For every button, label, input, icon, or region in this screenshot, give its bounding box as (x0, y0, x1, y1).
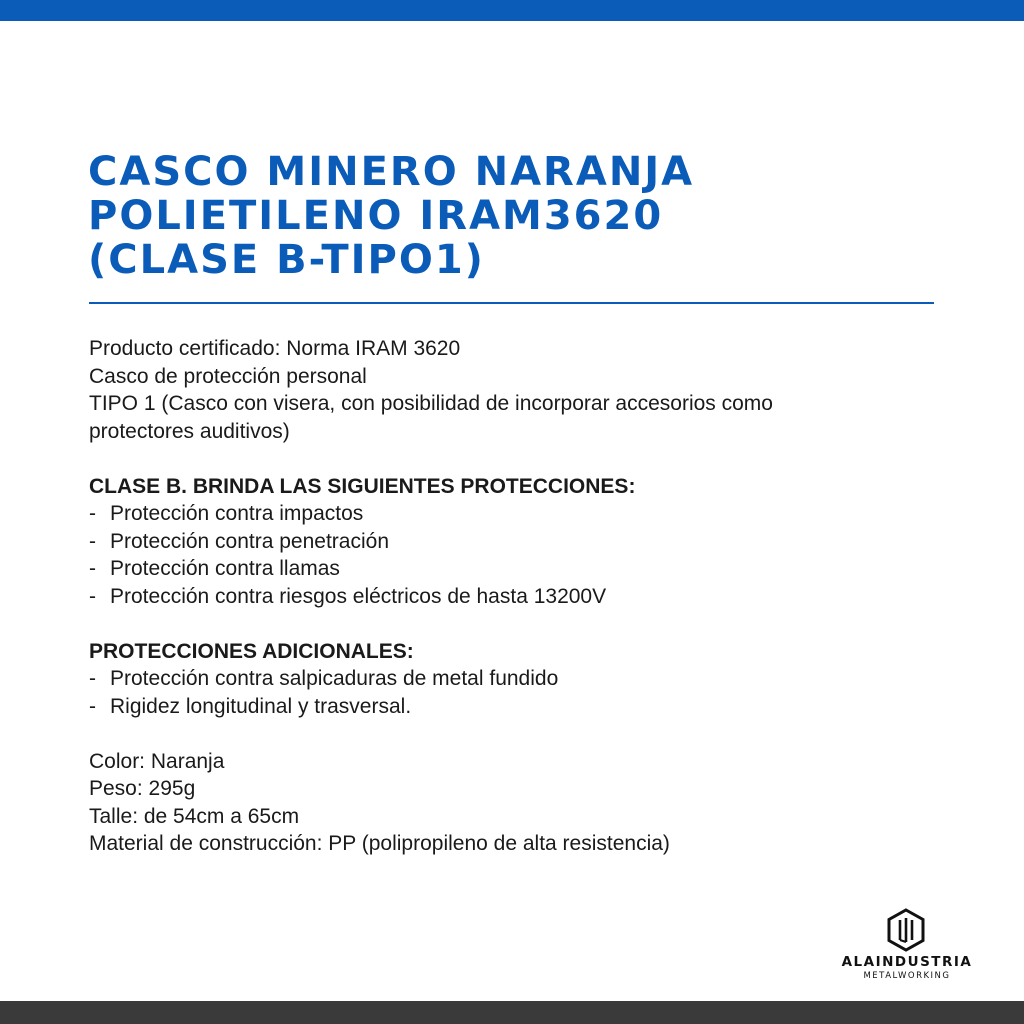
list-item (89, 693, 969, 721)
product-title-line: (CLASE B-TIPO1) (88, 237, 485, 283)
bullet-dash: - (89, 502, 96, 525)
intro-line: TIPO 1 (Casco con visera, con posibilidad de incorporar accesorios como (89, 392, 773, 415)
product-title-line: CASCO MINERO NARANJA (88, 149, 695, 195)
list-item-text: Protección contra riesgos eléctricos de hasta 13200V (110, 584, 607, 608)
list-item-text: Protección contra salpicaduras de metal fundido (110, 667, 559, 690)
bullet-dash: - (89, 667, 96, 690)
spec-line: Peso: 295g (89, 777, 196, 800)
list-item-text: Protección contra penetración (110, 529, 389, 553)
list-item-text: Protección contra impactos (110, 502, 364, 525)
bullet-dash: - (89, 694, 96, 718)
list-item-text: Protección contra llamas (110, 557, 340, 580)
spec-line: Material de construcción: PP (polipropileno de alta resistencia) (89, 832, 670, 855)
section-heading: CLASE B. BRINDA LAS SIGUIENTES PROTECCIONES: (89, 474, 636, 498)
brand-tagline: METALWORKING (863, 971, 951, 981)
specs-block (89, 748, 969, 858)
bullet-dash: - (89, 529, 96, 553)
list-item (89, 528, 969, 556)
brand-name: ALAINDUSTRIA (841, 954, 973, 970)
bullet-dash: - (89, 557, 96, 580)
intro-line: Casco de protección personal (89, 364, 367, 388)
brand-logo (822, 908, 992, 984)
additional-protections (89, 638, 969, 721)
list-item (89, 665, 969, 693)
list-item (89, 500, 969, 528)
intro-line: Producto certificado: Norma IRAM 3620 (89, 337, 461, 360)
bullet-dash: - (89, 584, 96, 608)
product-description (89, 335, 969, 885)
list-item-text: Rigidez longitudinal y trasversal. (110, 694, 412, 718)
title-divider (89, 302, 934, 304)
spec-line: Talle: de 54cm a 65cm (89, 804, 300, 828)
bottom-accent-bar (0, 1001, 1024, 1024)
intro-block (89, 335, 969, 445)
intro-line: protectores auditivos) (89, 419, 290, 443)
class-b-protections (89, 473, 969, 611)
product-title-line: POLIETILENO IRAM3620 (88, 193, 664, 239)
spec-line: Color: Naranja (89, 749, 225, 773)
list-item (89, 555, 969, 583)
top-accent-bar (0, 0, 1024, 21)
section-heading: PROTECCIONES ADICIONALES: (89, 639, 414, 663)
ali-hexagon-logo-icon (886, 908, 926, 952)
product-title (88, 150, 968, 282)
list-item (89, 583, 969, 611)
